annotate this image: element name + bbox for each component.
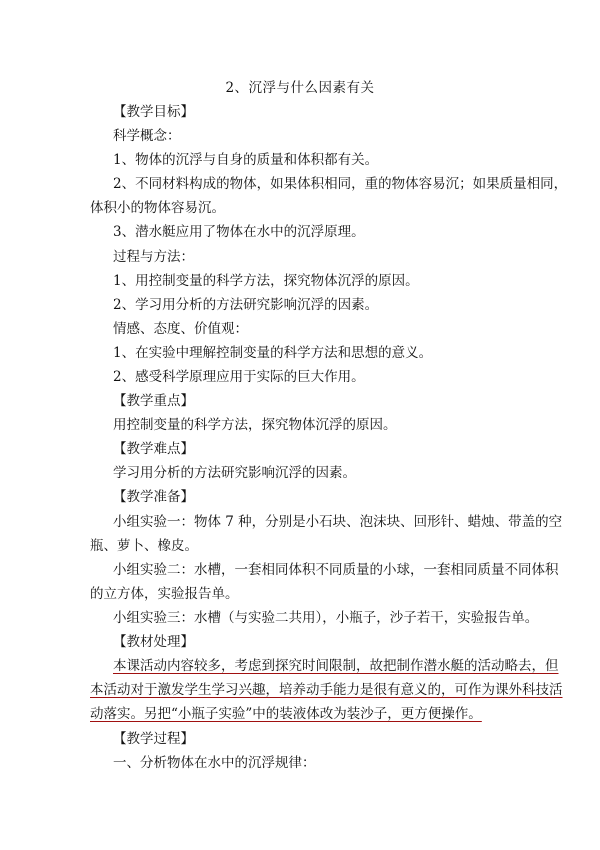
- prep-line-3: 小组实验三：水槽（与实验二共用），小瓶子，沙子若干，实验报告单。: [113, 610, 539, 626]
- material-line-3: 动落实。另把“小瓶子实验”中的装液体改为装沙子，更方便操作。: [90, 706, 482, 722]
- concept-line-1: 1、物体的沉浮与自身的质量和体积都有关。: [113, 152, 379, 168]
- material-line-2: 本活动对于激发学生学习兴趣，培养动手能力是很有意义的，可作为课外科技活: [90, 682, 563, 698]
- attitude-line-2: 2、感受科学原理应用于实际的巨大作用。: [113, 369, 365, 385]
- section-heading-prep: 【教学准备】: [113, 489, 194, 505]
- prep-line-1: 小组实验一：物体 7 种，分别是小石块、泡沫块、回形针、蜡烛、带盖的空: [113, 514, 563, 530]
- section-heading-difficulty: 【教学难点】: [113, 441, 194, 457]
- material-line-1: 本课活动内容较多，考虑到探究时间限制，故把制作潜水艇的活动略去，但: [113, 658, 559, 674]
- attitude-line-1: 1、在实验中理解控制变量的科学方法和思想的意义。: [113, 345, 433, 361]
- process2-text: 一、分析物体在水中的沉浮规律：: [113, 755, 316, 771]
- difficulty-text: 学习用分析的方法研究影响沉浮的因素。: [113, 465, 356, 481]
- section-heading-goals: 【教学目标】: [113, 104, 194, 120]
- key-text: 用控制变量的科学方法，探究物体沉浮的原因。: [113, 417, 397, 433]
- prep-line-2: 小组实验二：水槽，一套相同体积不同质量的小球，一套相同质量不同体积: [113, 562, 559, 578]
- subheading-attitude: 情感、态度、价值观：: [113, 321, 248, 337]
- process-line-2: 2、学习用分析的方法研究影响沉浮的因素。: [113, 297, 379, 313]
- section-heading-material: 【教材处理】: [113, 634, 194, 650]
- section-heading-key: 【教学重点】: [113, 393, 194, 409]
- concept-line-2-cont: 体积小的物体容易沉。: [90, 200, 225, 216]
- concept-line-2: 2、不同材料构成的物体，如果体积相同，重的物体容易沉；如果质量相同，: [113, 176, 568, 192]
- concept-line-3: 3、潜水艇应用了物体在水中的沉浮原理。: [113, 224, 365, 240]
- prep-line-1-cont: 瓶、萝卜、橡皮。: [90, 538, 198, 554]
- subheading-process: 过程与方法：: [113, 249, 194, 265]
- subheading-concepts: 科学概念：: [113, 128, 181, 144]
- process-line-1: 1、用控制变量的科学方法，探究物体沉浮的原因。: [113, 273, 419, 289]
- document-title: 2、沉浮与什么因素有关: [225, 80, 375, 96]
- section-heading-process2: 【教学过程】: [113, 731, 194, 747]
- prep-line-2-cont: 的立方体，实验报告单。: [90, 586, 239, 602]
